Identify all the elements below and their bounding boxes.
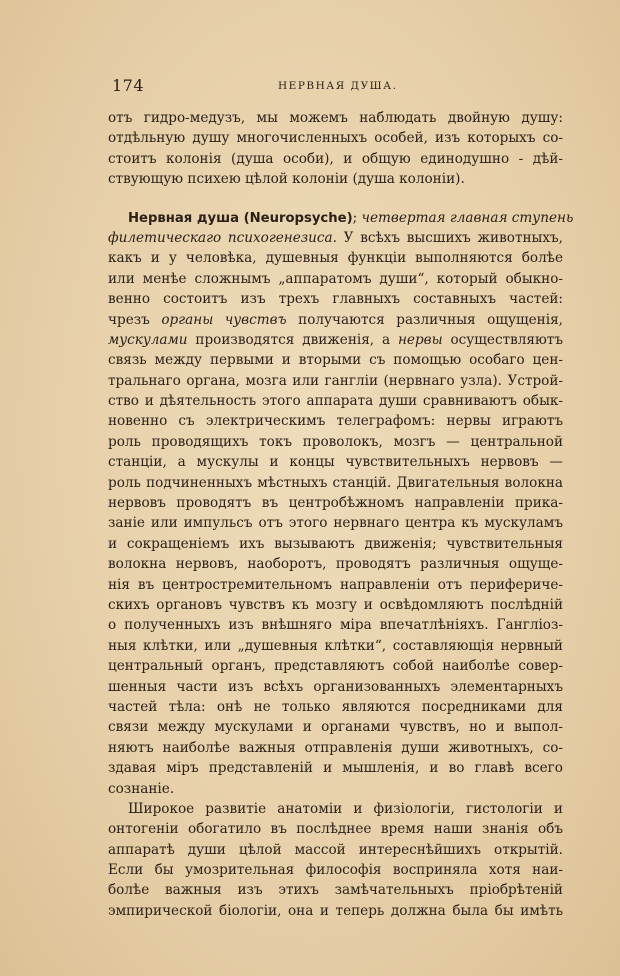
text-line xyxy=(108,289,563,309)
text-run: какъ и у человѣка, душевныя функціи выполняются болѣе xyxy=(108,250,563,267)
text-line xyxy=(108,248,563,268)
text-line xyxy=(108,880,563,900)
text-run: о полученныхъ изъ внѣшняго міра впечатлѣніяхъ. Гангліоз- xyxy=(108,617,563,634)
paragraph-gap xyxy=(108,190,563,208)
text-line xyxy=(108,108,563,128)
text-line xyxy=(108,819,563,839)
text-line xyxy=(108,350,563,370)
text-run: эмпирической біологіи, она и теперь должна была бы имѣть xyxy=(108,902,563,919)
text-run: У всѣхъ высшихъ животныхъ, xyxy=(336,229,563,246)
text-run: онтогеніи обогатило въ послѣднее время наши знанія объ xyxy=(108,821,563,838)
text-line xyxy=(108,513,563,533)
text-run: няютъ наиболѣе важныя отправленія души животныхъ, со- xyxy=(108,739,563,756)
text-run: стоитъ колонія (душа особи), и общую единодушно - дѣй- xyxy=(108,150,563,167)
text-line xyxy=(108,840,563,860)
text-line xyxy=(108,149,563,169)
text-line xyxy=(108,799,563,819)
text-run: нервовъ проводятъ въ центробѣжномъ направленіи прика- xyxy=(108,495,563,512)
text-line xyxy=(108,391,563,411)
text-run: роль проводящихъ токъ проволокъ, мозгъ — центральной xyxy=(108,433,563,450)
text-run: получаются различныя ощущенія, xyxy=(286,311,563,328)
text-run: осуществляютъ xyxy=(442,331,563,348)
text-line xyxy=(108,758,563,778)
text-line xyxy=(108,411,563,431)
text-line xyxy=(108,738,563,758)
text-run: центральный органъ, представляютъ собой наиболѣе совер- xyxy=(108,658,563,675)
text-run: шенныя части изъ всѣхъ организованныхъ элементарныхъ xyxy=(108,678,563,695)
text-run: Если бы умозрительная философія восприняла хотя наи- xyxy=(108,862,563,879)
text-run: отъ гидро-медузъ, мы можемъ наблюдать двойную душу: xyxy=(108,110,563,126)
text-run: скихъ органовъ чувствъ къ мозгу и освѣдомляютъ послѣдній xyxy=(108,596,563,613)
text-run: болѣе важныя изъ этихъ замѣчательныхъ пріобрѣтеній xyxy=(108,882,563,899)
emphasis-text: нервы xyxy=(397,331,443,348)
text-run: частей тѣла: онѣ не только являются посредниками для xyxy=(108,698,563,715)
text-line xyxy=(108,473,563,493)
text-line xyxy=(108,901,563,921)
text-line xyxy=(108,128,563,148)
page-header xyxy=(108,76,558,98)
text-run: ство и дѣятельность этого аппарата души сравниваютъ обык- xyxy=(108,393,563,410)
text-run: производятся движенія, а xyxy=(187,331,398,348)
text-line xyxy=(108,493,563,513)
body-text xyxy=(108,108,574,921)
text-line xyxy=(108,310,563,330)
text-line xyxy=(108,677,563,697)
text-run: нія въ центростремительномъ направленіи отъ перифериче- xyxy=(108,576,563,593)
section-heading: Нервная душа (Neuropsyche) xyxy=(128,210,353,226)
text-run: и сокращеніемъ ихъ вызываютъ движенія; чувствительныя xyxy=(108,535,563,552)
text-run: ныя клѣтки, или „душевныя клѣтки“, составляющія нервный xyxy=(108,637,563,654)
page-number: 174 xyxy=(112,76,145,95)
text-run: сознаніе. xyxy=(108,780,175,797)
text-line xyxy=(108,432,563,452)
text-run: станціи, а мускулы и концы чувствительныхъ нервовъ — xyxy=(108,454,563,471)
text-run: Широкое развитіе анатоміи и физіологіи, гистологіи и xyxy=(128,800,563,817)
text-run: связи между мускулами и органами чувствъ, но и выпол- xyxy=(108,719,563,736)
text-run: новенно съ электрическимъ телеграфомъ: нервы играютъ xyxy=(108,413,563,430)
text-line xyxy=(108,228,563,248)
text-line xyxy=(108,575,563,595)
text-run: ствующую психею цѣлой колоніи (душа колоніи). xyxy=(108,171,465,188)
text-run: заніе или импульсъ отъ этого нервнаго центра къ мускуламъ xyxy=(108,515,563,532)
text-run: здавая міръ представленій и мышленія, и во главѣ всего xyxy=(108,760,563,777)
text-line xyxy=(108,595,563,615)
text-line xyxy=(108,208,574,228)
text-line xyxy=(108,452,563,472)
text-line xyxy=(108,554,563,574)
emphasis-text: филетическаго психогенезиса. xyxy=(108,229,337,246)
text-line xyxy=(108,269,563,289)
text-run: ; xyxy=(352,209,362,226)
text-run: волокна нервовъ, наоборотъ, проводятъ различныя ощуще- xyxy=(108,556,563,573)
text-line xyxy=(108,697,563,717)
text-line xyxy=(108,169,563,189)
text-run: роль подчиненныхъ мѣстныхъ станцій. Двигательныя волокна xyxy=(108,474,563,491)
text-line xyxy=(108,860,563,880)
text-line xyxy=(108,779,563,799)
text-run: аппаратѣ души цѣлой массой интереснѣйшихъ открытій. xyxy=(108,841,563,858)
text-line xyxy=(108,636,563,656)
emphasis-text: четвертая главная ступень xyxy=(361,209,574,226)
text-run: венно состоитъ изъ трехъ главныхъ составныхъ частей: xyxy=(108,291,563,308)
text-line xyxy=(108,330,563,350)
text-run: чрезъ xyxy=(108,311,162,328)
text-line xyxy=(108,615,563,635)
running-title: НЕРВНАЯ ДУША. xyxy=(278,80,398,92)
text-run: или менѣе сложнымъ „аппаратомъ души“, который обыкно- xyxy=(108,270,563,287)
text-run: тральнаго органа, мозга или гангліи (нервнаго узла). Устрой- xyxy=(108,372,563,389)
text-run: связь между первыми и вторыми съ помощью особаго цен- xyxy=(108,352,563,369)
emphasis-text: мускулами xyxy=(108,331,188,348)
text-line xyxy=(108,717,563,737)
emphasis-text: органы чувствъ xyxy=(161,311,287,328)
text-line xyxy=(108,656,563,676)
text-line xyxy=(108,534,563,554)
text-line xyxy=(108,371,563,391)
text-run: отдѣльную душу многочисленныхъ особей, изъ которыхъ со- xyxy=(108,130,563,147)
